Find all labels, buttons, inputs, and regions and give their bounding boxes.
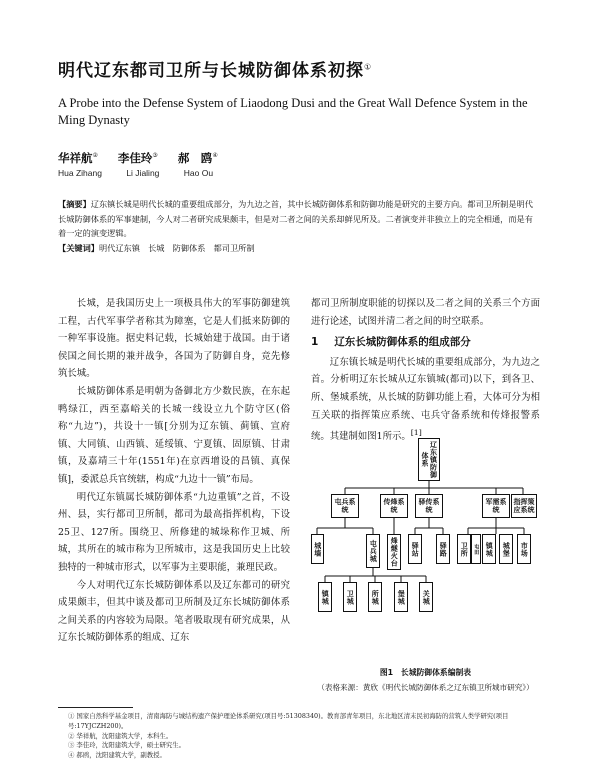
diagram-node: 烽燧火台 bbox=[387, 534, 401, 570]
author-english: Hua Zihang bbox=[58, 168, 102, 178]
author-list bbox=[58, 150, 234, 166]
diagram-node: 屯兵城 bbox=[366, 534, 380, 568]
footnotes bbox=[68, 712, 540, 761]
paper-title bbox=[58, 56, 538, 81]
abstract-text: 辽东镇长城是明代长城的重要组成部分，为九边之首，其中长城防御体系和防御功能是研究的主要方向。都司卫所制是明代长城防御体系的军事建制，今人对二者研究成果颇丰，但是对二者之间的关系却鲜见所及。二者演变并非独立上的完全相通，而是有着一定的演变逻辑。 bbox=[58, 199, 533, 238]
footnote: ③ 李佳玲，沈阳建筑大学，硕士研究生。 bbox=[68, 741, 186, 750]
diagram-node: 屯田 bbox=[471, 534, 481, 564]
body-paragraph bbox=[311, 354, 540, 446]
figure-source: （表格来源：黄欣《明代长城防御体系之辽东镇卫所城市研究》） bbox=[317, 683, 534, 692]
body-paragraph: 今人对明代辽东长城防御体系以及辽东都司的研究成果颇丰，但其中谈及都司卫所制及辽东长城防御体系之间关系的内容较为局限。笔者吸取现有研究成果，从辽东长城防御体系的组成、辽东 bbox=[58, 579, 290, 644]
diagram-node: 军需系统 bbox=[482, 494, 510, 518]
diagram-node: 所城 bbox=[368, 582, 382, 612]
diagram-node: 驿路 bbox=[436, 534, 450, 564]
body-paragraph: 长城，是我国历史上一项极具伟大的军事防御建筑工程，古代军事学者称其为障塞，它是人们抵来防御的一种军事设施。据史料记载，长城始建于战国。由于诸侯国之间长期的兼并战争，各国为了防御自身，竞先修筑长城。 bbox=[58, 298, 290, 380]
diagram-node: 辽东镇防御体系 bbox=[418, 438, 440, 481]
keywords bbox=[58, 241, 540, 256]
keywords-label: 【关键词】 bbox=[58, 242, 99, 253]
section-heading bbox=[311, 334, 540, 352]
diagram-node: 指挥策应系统 bbox=[511, 494, 537, 518]
diagram-node: 关城 bbox=[419, 582, 433, 612]
footnote-divider bbox=[58, 707, 133, 708]
author: 李佳玲③ bbox=[117, 151, 158, 165]
body-paragraph: 都司卫所制度职能的切探以及二者之间的关系三个方面进行论述，试图并清二者之间的时空联系。 bbox=[311, 298, 540, 327]
diagram-node: 卫所 bbox=[457, 534, 471, 564]
abstract-label: 【摘要】 bbox=[58, 199, 91, 209]
footnote: ① 国家自然科学基金项目，清南海防与城结构遗产保护理论体系研究(项目号:51308340)。教育部青年项目，东北地区清末民初海防的营筑人类学研究(项目号:17YJCZH200)。 bbox=[68, 712, 509, 730]
paragraph-text: 辽东镇长城是明代长城的重要组成部分，为九边之首。分析明辽东长城从辽东镇城(都司)以下，到各卫、所、堡城系统，从长城的防御功能上看，大体可分为相互关联的指挥策应系统、屯兵守备系统和传烽报警系统。其建制如图1所示。 bbox=[311, 356, 540, 443]
diagram-node: 市场 bbox=[517, 534, 531, 564]
title-footnote-mark: ① bbox=[364, 62, 373, 72]
diagram-node: 堡城 bbox=[394, 582, 408, 612]
diagram-node: 传烽系统 bbox=[380, 494, 408, 518]
footnote: ④ 郝鸥，沈阳建筑大学，副教授。 bbox=[68, 751, 166, 760]
author-list-english bbox=[58, 168, 235, 178]
diagram-node: 城墙 bbox=[311, 534, 324, 564]
author-english: Li Jialing bbox=[126, 168, 160, 178]
body-right-column bbox=[311, 295, 540, 446]
diagram-node: 屯兵系统 bbox=[331, 494, 359, 518]
body-paragraph: 明代辽东镇属长城防御体系“九边重镇”之首，不设州、县，实行都司卫所制，都司为最高指挥机构，下设25卫、127所。围绕卫、所修建的城垛称作卫城、所城，其所在的城市称为卫所城市，这是我国历史上比较独特的一种城市形式，以军事为主要职能，兼理民政。 bbox=[58, 491, 290, 573]
author: 华祥航② bbox=[58, 151, 98, 165]
keywords-text: 明代辽东镇 长城 防御体系 都司卫所制 bbox=[98, 242, 255, 253]
paper-title-text: 明代辽东都司卫所与长城防御体系初探 bbox=[58, 61, 364, 81]
diagram-node: 城堡 bbox=[499, 534, 513, 564]
author: 郝 鸥④ bbox=[177, 151, 218, 165]
section-title: 辽东长城防御体系的组成部分 bbox=[334, 336, 471, 349]
diagram-node: 驿站 bbox=[408, 534, 422, 564]
author-english: Hao Ou bbox=[183, 168, 214, 178]
abstract-block bbox=[58, 197, 540, 255]
diagram-node: 镇城 bbox=[482, 534, 496, 564]
body-paragraph: 长城防御体系是明朝为备御北方少数民族，在东起鸭绿江，西至嘉峪关的长城一线设立九个防守区(俗称“九边”)，共设十一镇[分别为辽东镇、蓟镇、宣府镇、大同镇、山西镇、延绥镇、宁夏镇、固原镇、甘肃镇，及嘉靖三十年(1551年)在京西增设的昌镇、真保镇]，委派总兵官统辖，构成“九边十一镇”布局。 bbox=[58, 385, 290, 485]
defense-system-diagram bbox=[311, 438, 540, 663]
footnote: ② 华祥航，沈阳建筑大学，本科生。 bbox=[68, 731, 173, 740]
citation-mark: [1] bbox=[410, 428, 422, 438]
diagram-node: 卫城 bbox=[343, 582, 357, 612]
paper-title-english: A Probe into the Defense System of Liaodong Dusi and the Great Wall Defence System in the Ming Dynasty bbox=[58, 96, 528, 127]
section-number: 1 bbox=[311, 336, 319, 349]
diagram-node: 镇城 bbox=[318, 582, 332, 612]
abstract bbox=[58, 197, 540, 241]
body-left-column bbox=[58, 295, 290, 647]
figure-caption: 图1 长城防御体系编制表 bbox=[379, 668, 472, 677]
diagram-node: 驿传系统 bbox=[415, 494, 443, 518]
